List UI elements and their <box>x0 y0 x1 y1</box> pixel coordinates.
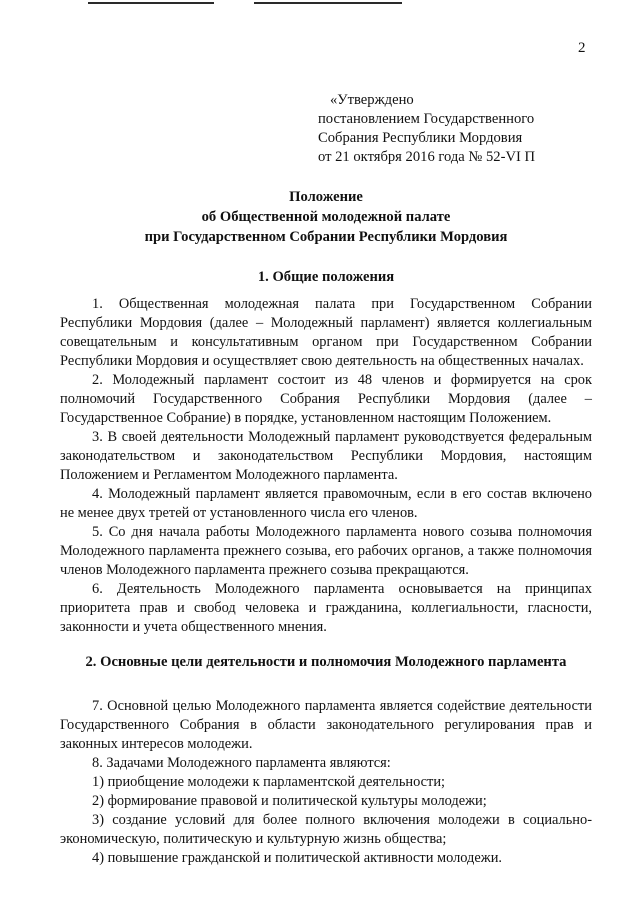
page-number: 2 <box>578 40 586 56</box>
section-heading: 1. Общие положения <box>257 269 395 285</box>
approval-line: постановлением Государственного <box>318 111 535 127</box>
title-line: Положение <box>289 189 363 205</box>
approval-line: от 21 октября 2016 года № 52-VI П <box>318 149 536 165</box>
list-item: 2) формирование правовой и политической культуры молодежи; <box>92 793 487 809</box>
title-line: об Общественной молодежной палате <box>201 209 451 225</box>
section-goals-and-powers <box>60 653 592 868</box>
paragraph: 1. Общественная молодежная палата при Государственном Собрании Республики Мордовия (далее – Молодежный парламент) является коллегиальным совещательным и консультативным органом при Государственном Собрании Республики Мордовия и осуществляет свою деятельность на общественных началах. <box>60 296 592 369</box>
paragraph: 3. В своей деятельности Молодежный парламент руководствуется федеральным законодательством и законодательством Республики Мордовия, настоящим Положением и Регламентом Молодежного парламента. <box>60 429 592 483</box>
scan-edge-line-left <box>88 2 214 4</box>
list-item: 4) повышение гражданской и политической активности молодежи. <box>92 850 503 866</box>
document-title <box>60 187 592 247</box>
section-heading: 2. Основные цели деятельности и полномочия Молодежного парламента <box>85 654 567 670</box>
title-line: при Государственном Собрании Республики Мордовия <box>144 229 508 245</box>
paragraph: 6. Деятельность Молодежного парламента основывается на принципах приоритета прав и свобод человека и гражданина, коллегиальности, гласности, законности и учета общественного мнения. <box>60 581 592 635</box>
scan-edge-line-right <box>254 2 402 4</box>
approval-stamp <box>318 91 618 167</box>
paragraph: 2. Молодежный парламент состоит из 48 членов и формируется на срок полномочий Государственного Собрания Республики Мордовия (далее – Государственное Собрание) в порядке, установленном настоящим Положением. <box>60 372 592 426</box>
list-item: 3) создание условий для более полного включения молодежи в социально-экономическую, политическую и культурную жизнь общества; <box>60 812 592 847</box>
paragraph: 8. Задачами Молодежного парламента являются: <box>92 755 391 771</box>
approval-line: Собрания Республики Мордовия <box>318 130 523 146</box>
document-body <box>60 268 592 868</box>
paragraph: 5. Со дня начала работы Молодежного парламента нового созыва полномочия Молодежного парламента прежнего созыва, его рабочих органов, а также полномочия членов Молодежного парламента прежнего созыва прекращаются. <box>60 524 592 578</box>
paragraph: 4. Молодежный парламент является правомочным, если в его состав включено не менее двух третей от установленного числа его членов. <box>60 486 592 521</box>
paragraph: 7. Основной целью Молодежного парламента является содействие деятельности Государственного Собрания в области законодательного регулирования прав и законных интересов молодежи. <box>60 698 592 752</box>
list-item: 1) приобщение молодежи к парламентской деятельности; <box>92 774 446 790</box>
section-general-provisions <box>60 268 592 637</box>
approval-line: «Утверждено <box>330 92 414 108</box>
